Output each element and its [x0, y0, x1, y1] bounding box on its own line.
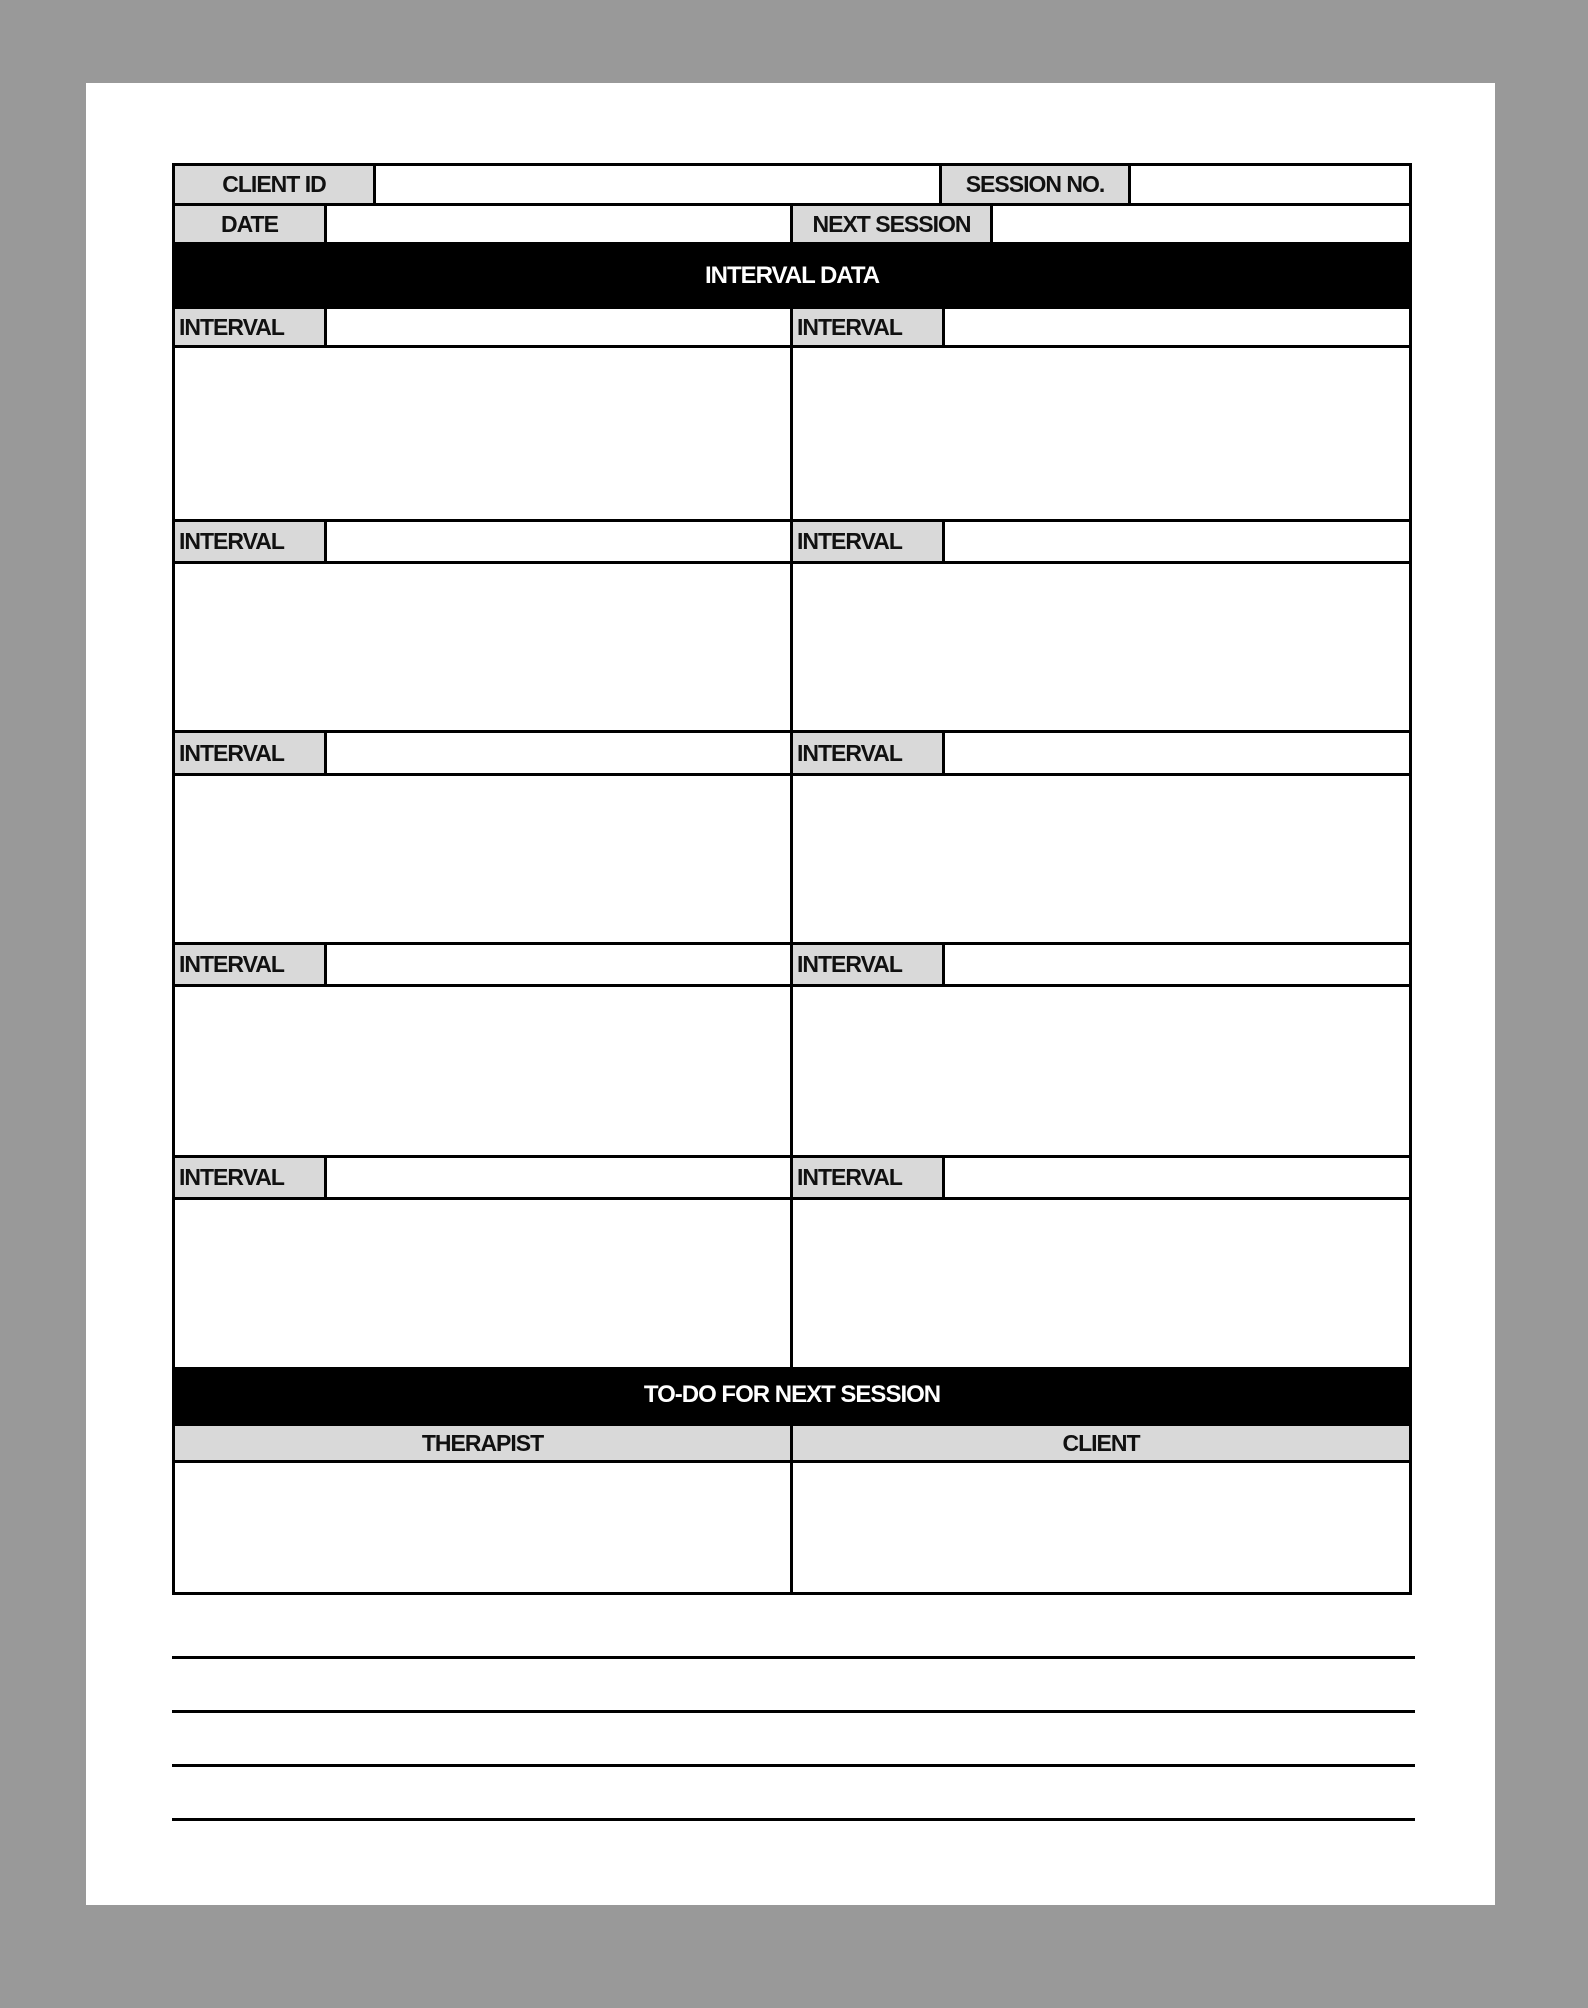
interval-label: INTERVAL — [172, 519, 327, 564]
notes-line[interactable] — [172, 1818, 1415, 1821]
interval-block-1 — [172, 306, 1412, 522]
interval-notes-box[interactable] — [172, 773, 793, 945]
next-session-label: NEXT SESSION — [790, 203, 993, 245]
next-session-field[interactable] — [990, 203, 1412, 245]
document-page — [86, 83, 1495, 1905]
interval-notes-box[interactable] — [790, 773, 1412, 945]
interval-notes-box[interactable] — [172, 561, 793, 733]
date-row — [172, 203, 1412, 245]
interval-notes-box[interactable] — [790, 1197, 1412, 1371]
interval-label: INTERVAL — [790, 1155, 945, 1200]
therapist-label: THERAPIST — [172, 1423, 793, 1463]
notes-line[interactable] — [172, 1764, 1415, 1767]
interval-field[interactable] — [324, 730, 793, 776]
interval-notes-box[interactable] — [172, 345, 793, 522]
interval-block-5 — [172, 1155, 1412, 1371]
interval-notes-box[interactable] — [790, 984, 1412, 1158]
interval-field[interactable] — [324, 519, 793, 564]
interval-label: INTERVAL — [790, 730, 945, 776]
interval-field[interactable] — [324, 942, 793, 987]
client-id-field[interactable] — [373, 163, 942, 206]
todo-header-row — [172, 1423, 1412, 1463]
interval-field[interactable] — [324, 1155, 793, 1200]
interval-field[interactable] — [942, 942, 1412, 987]
date-field[interactable] — [324, 203, 793, 245]
notes-line[interactable] — [172, 1710, 1415, 1713]
interval-field[interactable] — [942, 1155, 1412, 1200]
interval-field[interactable] — [942, 306, 1412, 348]
interval-label: INTERVAL — [172, 942, 327, 987]
session-no-label: SESSION NO. — [939, 163, 1131, 206]
todo-banner: TO-DO FOR NEXT SESSION — [172, 1367, 1412, 1423]
interval-notes-box[interactable] — [790, 345, 1412, 522]
notes-line[interactable] — [172, 1656, 1415, 1659]
interval-label: INTERVAL — [790, 519, 945, 564]
interval-data-banner: INTERVAL DATA — [172, 245, 1412, 306]
interval-block-3 — [172, 730, 1412, 945]
client-id-label: CLIENT ID — [172, 163, 376, 206]
client-todo-box[interactable] — [790, 1460, 1412, 1595]
interval-field[interactable] — [942, 730, 1412, 776]
interval-label: INTERVAL — [172, 306, 327, 348]
client-label: CLIENT — [790, 1423, 1412, 1463]
interval-label: INTERVAL — [790, 306, 945, 348]
interval-block-2 — [172, 519, 1412, 733]
session-no-field[interactable] — [1128, 163, 1412, 206]
interval-label: INTERVAL — [172, 730, 327, 776]
date-label: DATE — [172, 203, 327, 245]
interval-field[interactable] — [942, 519, 1412, 564]
therapist-todo-box[interactable] — [172, 1460, 793, 1595]
interval-label: INTERVAL — [790, 942, 945, 987]
interval-field[interactable] — [324, 306, 793, 348]
interval-notes-box[interactable] — [172, 984, 793, 1158]
client-id-row — [172, 163, 1412, 206]
interval-notes-box[interactable] — [172, 1197, 793, 1371]
interval-label: INTERVAL — [172, 1155, 327, 1200]
interval-notes-box[interactable] — [790, 561, 1412, 733]
interval-block-4 — [172, 942, 1412, 1158]
